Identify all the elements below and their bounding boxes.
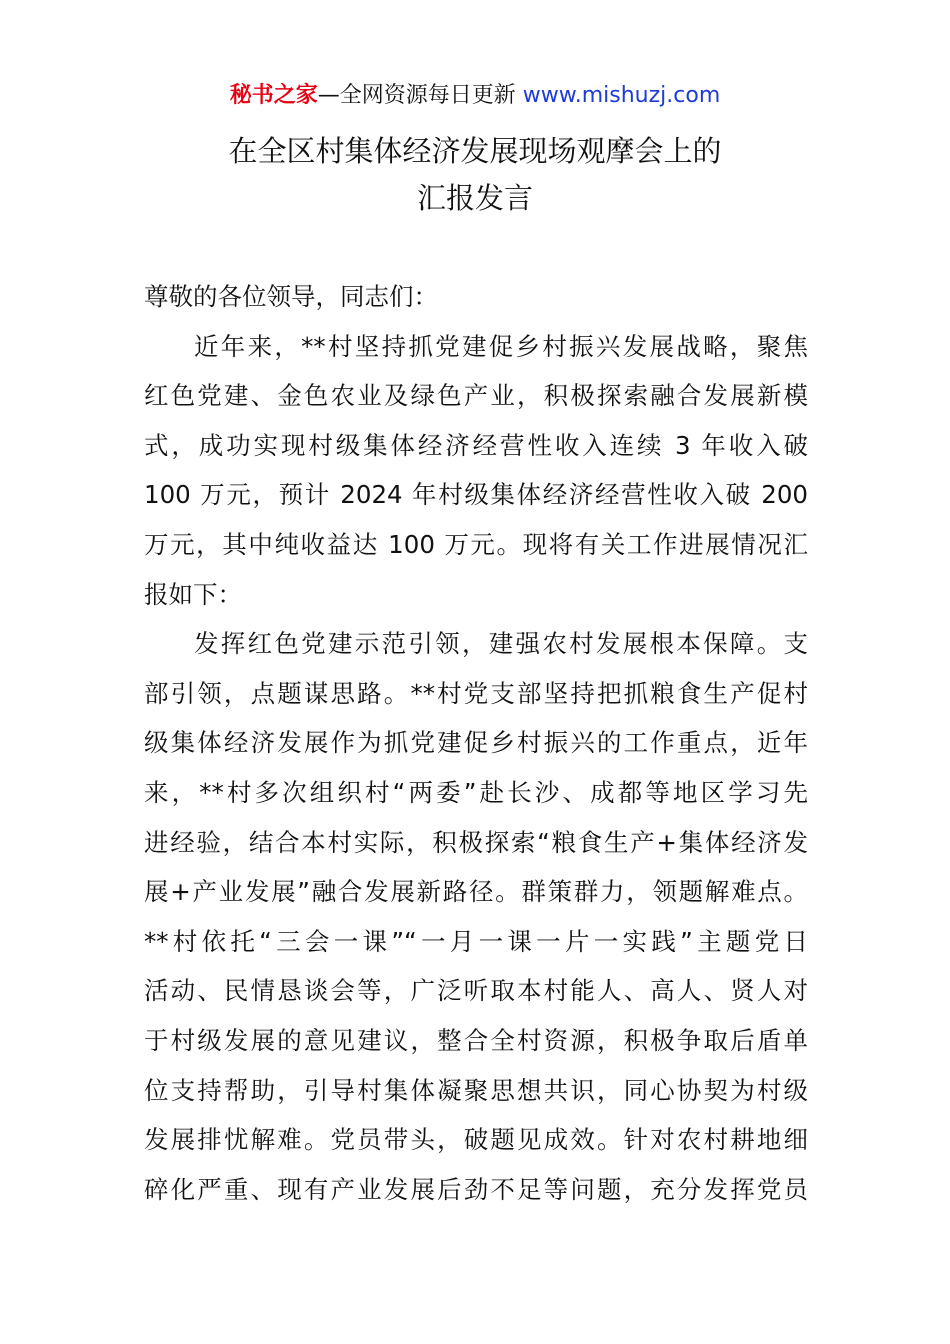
body-line: 发挥红色党建示范引领，建强农村发展根本保障。支 xyxy=(194,629,808,659)
body-line: 报如下： xyxy=(144,579,242,609)
title-line-1: 在全区村集体经济发展现场观摩会上的 xyxy=(228,134,722,168)
body-line: 进经验，结合本村实际，积极探索“粮食生产+集体经济发 xyxy=(144,827,808,857)
salutation: 尊敬的各位领导，同志们： xyxy=(144,282,438,311)
title-line-2: 汇报发言 xyxy=(416,181,533,215)
document-title xyxy=(0,128,950,222)
body-line: **村依托“三会一课”“一月一课一片一实践”主题党日 xyxy=(144,926,808,956)
body-line: 近年来，**村坚持抓党建促乡村振兴发展战略，聚焦 xyxy=(194,331,808,361)
site-url-link[interactable]: www.mishuzj.com xyxy=(522,83,721,108)
body-line: 于村级发展的意见建议，整合全村资源，积极争取后盾单 xyxy=(144,1025,808,1055)
site-header xyxy=(0,80,950,112)
site-tagline: —全网资源每日更新 xyxy=(317,83,516,108)
body-line: 位支持帮助，引导村集体凝聚思想共识，同心协契为村级 xyxy=(144,1075,808,1105)
body-line: 级集体经济发展作为抓党建促乡村振兴的工作重点，近年 xyxy=(144,728,808,758)
body-line: 展+产业发展”融合发展新路径。群策群力，领题解难点。 xyxy=(144,877,808,907)
body-line: 式，成功实现村级集体经济经营性收入连续 3 年收入破 xyxy=(144,430,808,460)
body-line: 活动、民情恳谈会等，广泛听取本村能人、高人、贤人对 xyxy=(144,976,808,1006)
body-line: 部引领，点题谋思路。**村党支部坚持把抓粮食生产促村 xyxy=(144,678,808,708)
body-line: 100 万元，预计 2024 年村级集体经济经营性收入破 200 xyxy=(144,480,808,510)
body-line: 来，**村多次组织村“两委”赴长沙、成都等地区学习先 xyxy=(144,777,808,807)
body-line: 碎化严重、现有产业发展后劲不足等问题，充分发挥党员 xyxy=(144,1174,808,1204)
body-line: 红色党建、金色农业及绿色产业，积极探索融合发展新模 xyxy=(144,381,808,411)
body-line: 万元，其中纯收益达 100 万元。现将有关工作进展情况汇 xyxy=(144,529,808,559)
body-line: 发展排忧解难。党员带头，破题见成效。针对农村耕地细 xyxy=(144,1125,808,1155)
document-body xyxy=(144,272,808,1214)
site-brand: 秘书之家 xyxy=(229,83,318,108)
